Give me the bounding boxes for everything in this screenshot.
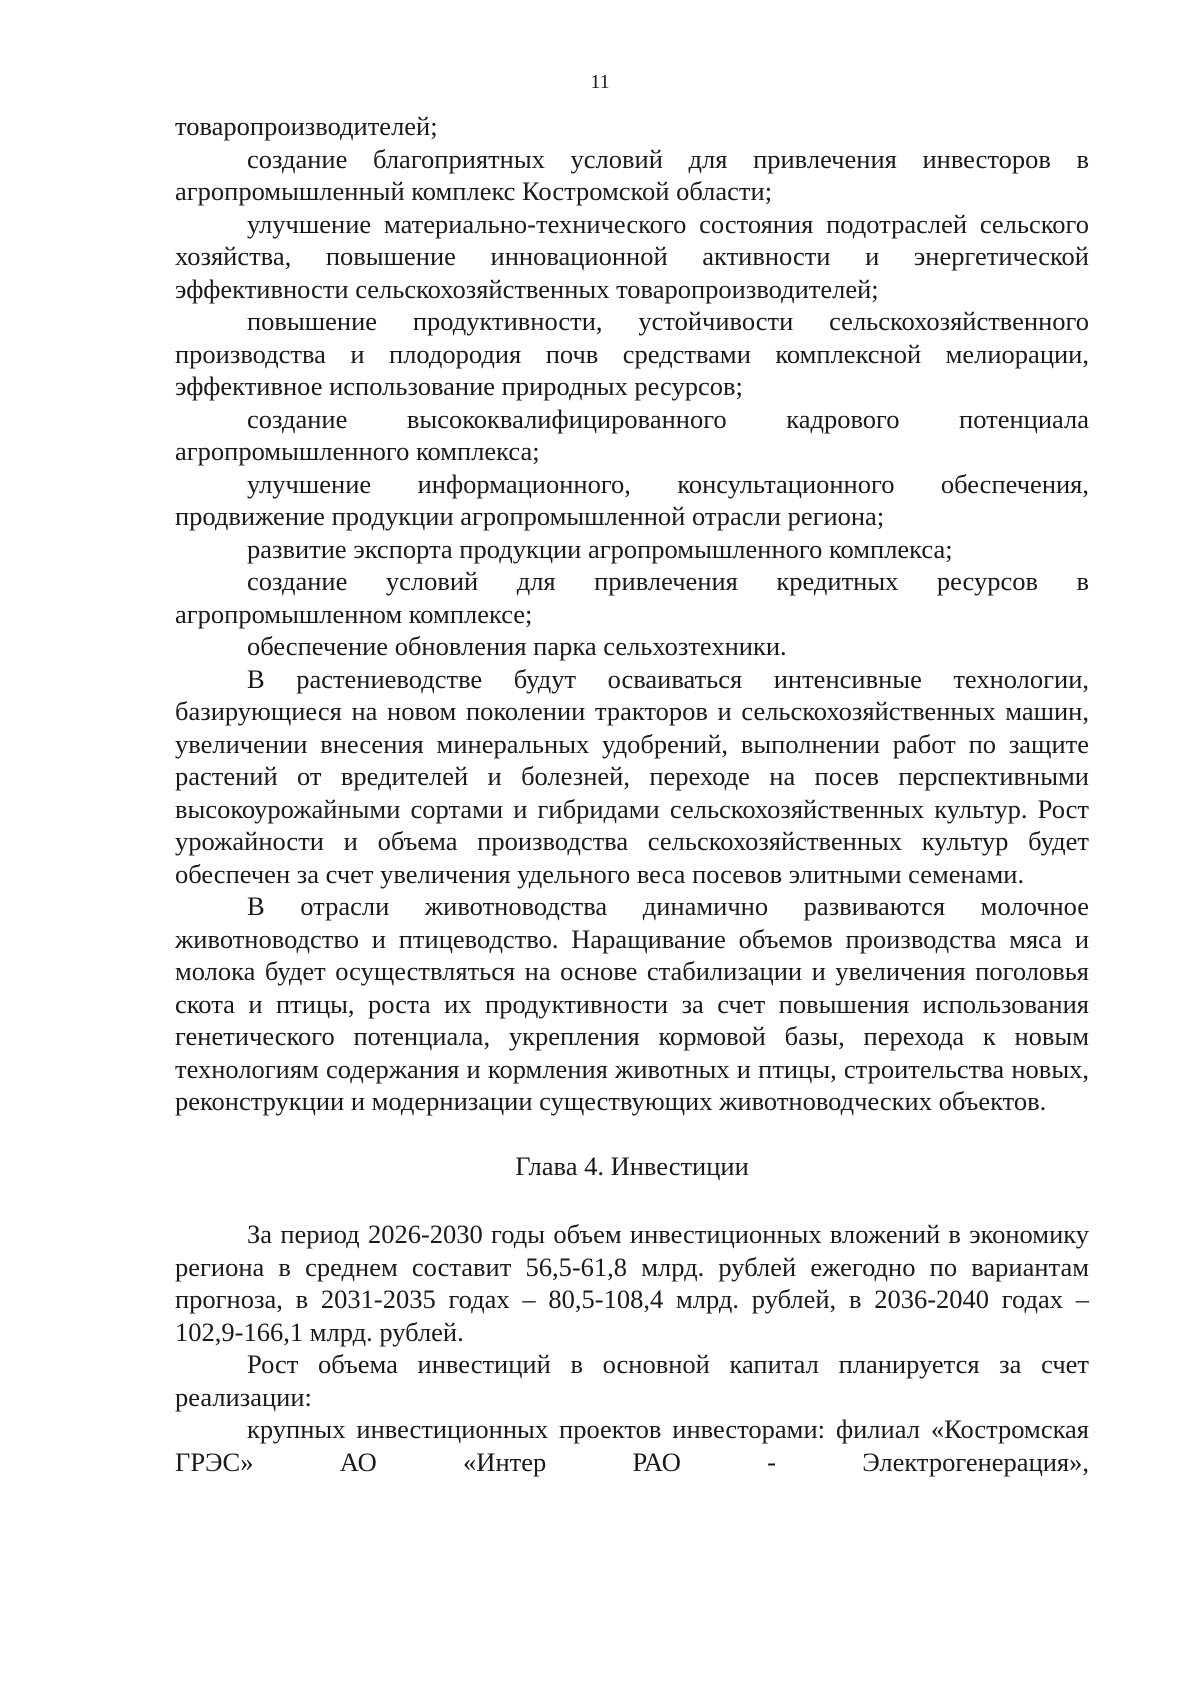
paragraph: За период 2026-2030 годы объем инвестиционных вложений в экономику региона в среднем составит 56,5-61,8 млрд. рублей ежегодно по вариантам прогноза, в 2031-2035 годах – 80,5-108,4 млрд. рублей, в 2036-2040 годах – 102,9-166,1 млрд. рублей. (175, 1219, 1089, 1347)
paragraph: товаропроизводителей; (175, 111, 438, 141)
chapter-title: Глава 4. Инвестиции (515, 1150, 749, 1181)
paragraph: В отрасли животноводства динамично развиваются молочное животноводство и птицеводство. Наращивание объемов производства мяса и молока будет осуществляться на основе стабилизации и увеличения поголовья скота и птицы, роста их продуктивности за счет повышения использования генетического потенциала, укрепления кормовой базы, перехода к новым технологиям содержания и кормления животных и птицы, строительства новых, реконструкции и модернизации существующих животноводческих объектов. (175, 891, 1089, 1116)
paragraph: В растениеводстве будут осваиваться интенсивные технологии, базирующиеся на новом поколении тракторов и сельскохозяйственных машин, увеличении внесения минеральных удобрений, выполнении работ по защите растений от вредителей и болезней, переходе на посев перспективными высокоурожайными сортами и гибридами сельскохозяйственных культур. Рост урожайности и объема производства сельскохозяйственных культур будет обеспечен за счет увеличения удельного веса посевов элитными семенами. (175, 663, 1089, 889)
paragraph: улучшение информационного, консультационного обеспечения, продвижение продукции агропромышленной отрасли региона; (175, 468, 1089, 531)
paragraph: создание благоприятных условий для привлечения инвесторов в агропромышленный комплекс Костромской области; (175, 143, 1089, 206)
page-number: 11 (590, 71, 610, 93)
paragraph: улучшение материально-технического состояния подотраслей сельского хозяйства, повышение инновационной активности и энергетической эффективности сельскохозяйственных товаропроизводителей; (175, 208, 1089, 304)
document-body (175, 110, 1089, 1478)
paragraph: повышение продуктивности, устойчивости сельскохозяйственного производства и плодородия почв средствами комплексной мелиорации, эффективное использование природных ресурсов; (175, 306, 1089, 401)
paragraph: обеспечение обновления парка сельхозтехники. (247, 631, 787, 661)
paragraph: развитие экспорта продукции агропромышленного комплекса; (247, 533, 953, 564)
paragraph: создание условий для привлечения кредитных ресурсов в агропромышленном комплексе; (175, 566, 1089, 629)
paragraph: крупных инвестиционных проектов инвесторами: филиал «Костромская ГРЭС» АО «Интер РАО - Электрогенерация», (175, 1414, 1089, 1477)
paragraph: создание высококвалифицированного кадрового потенциала агропромышленного комплекса; (175, 403, 1089, 466)
paragraph: Рост объема инвестиций в основной капитал планируется за счет реализации: (175, 1349, 1089, 1412)
